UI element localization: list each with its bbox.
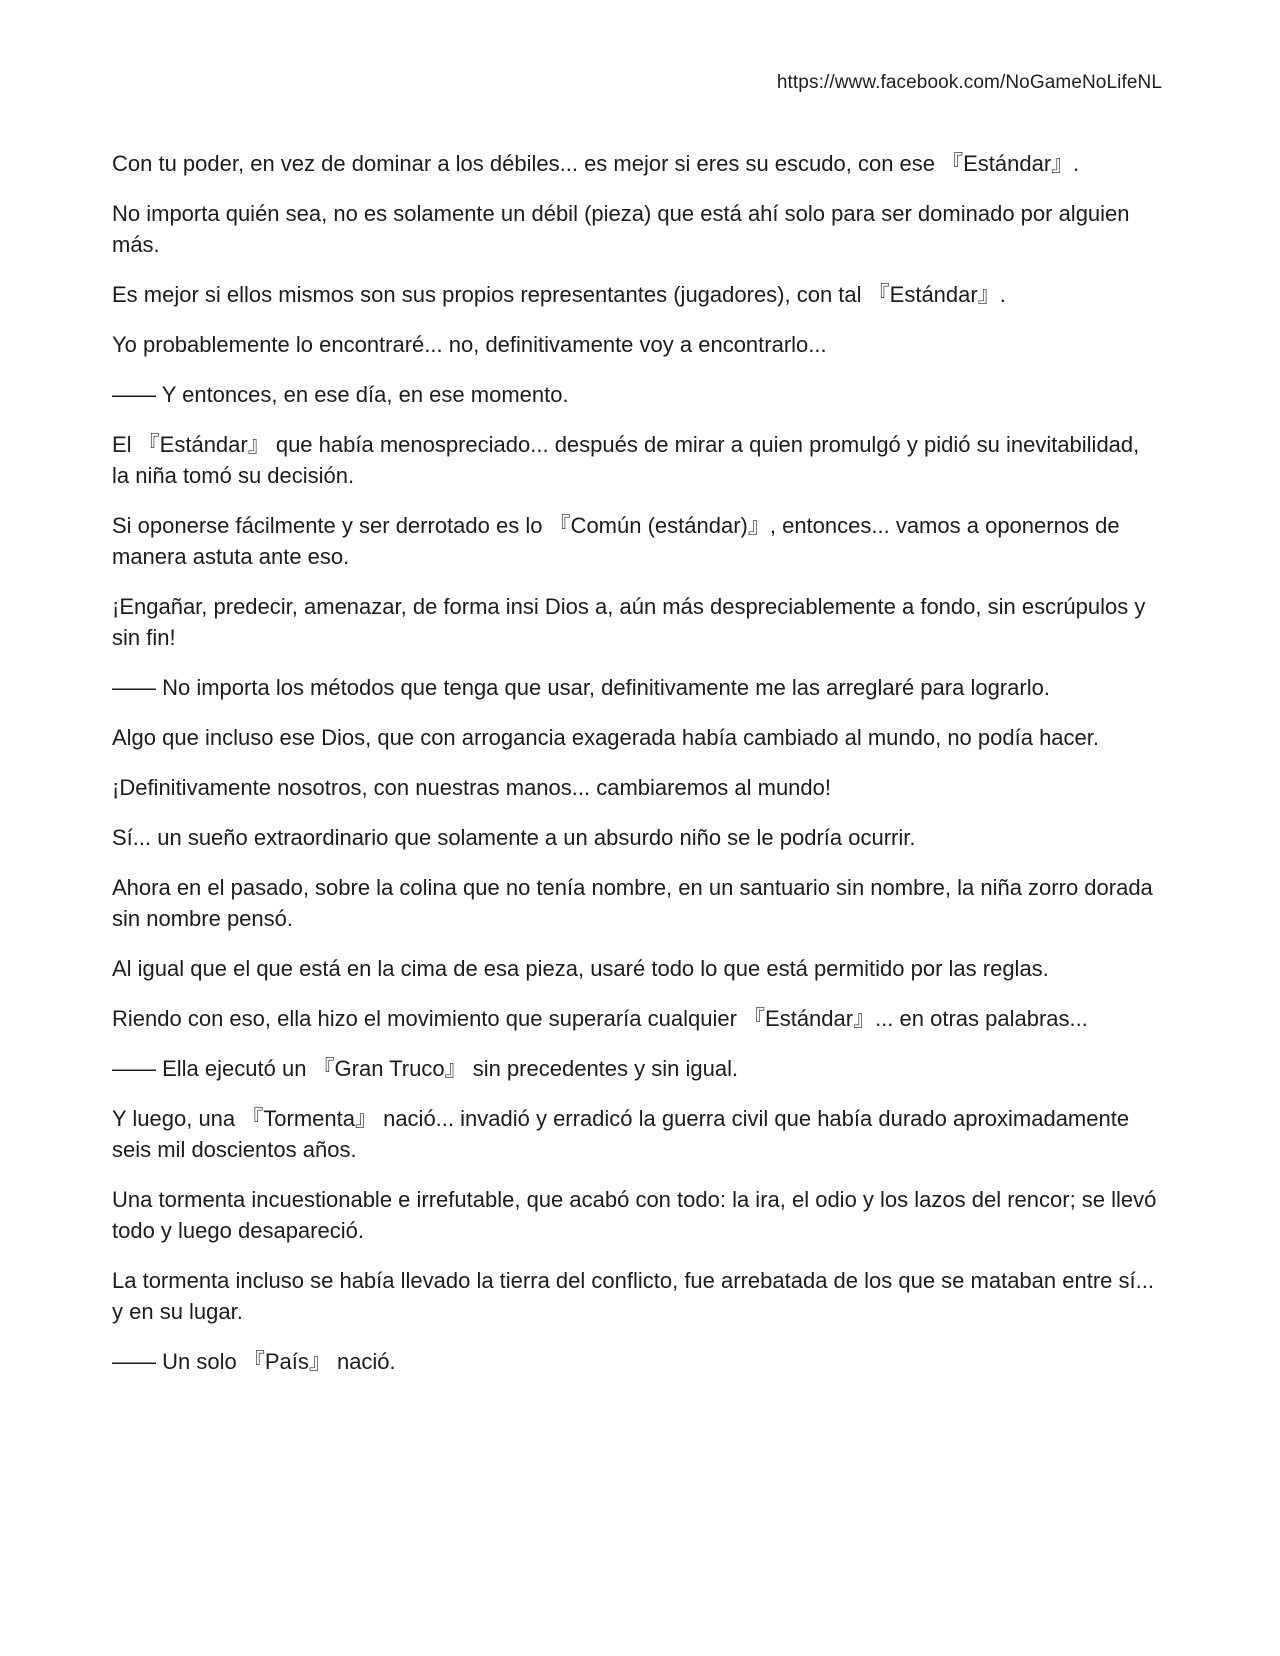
header-url[interactable]: https://www.facebook.com/NoGameNoLifeNL <box>776 72 1162 93</box>
body-text <box>112 148 1162 1396</box>
paragraph: —— Ella ejecutó un 『Gran Truco』 sin precedentes y sin igual. <box>112 1056 739 1081</box>
paragraph: El 『Estándar』 que había menospreciado... después de mirar a quien promulgó y pidió su inevitabilidad, la niña tomó su decisión. <box>112 432 1140 488</box>
paragraph: —— No importa los métodos que tenga que usar, definitivamente me las arreglaré para lograrlo. <box>112 675 1050 700</box>
paragraph: Sí... un sueño extraordinario que solamente a un absurdo niño se le podría ocurrir. <box>112 825 916 850</box>
paragraph: No importa quién sea, no es solamente un débil (pieza) que está ahí solo para ser dominado por alguien más. <box>112 201 1130 257</box>
paragraph: —— Y entonces, en ese día, en ese momento. <box>112 382 569 407</box>
paragraph: La tormenta incluso se había llevado la tierra del conflicto, fue arrebatada de los que se mataban entre sí... y en su lugar. <box>112 1268 1154 1324</box>
paragraph: Si oponerse fácilmente y ser derrotado es lo 『Común (estándar)』, entonces... vamos a oponernos de manera astuta ante eso. <box>112 513 1120 569</box>
paragraph: ¡Engañar, predecir, amenazar, de forma insi Dios a, aún más despreciablemente a fondo, sin escrúpulos y sin fin! <box>112 594 1146 650</box>
paragraph: —— Un solo 『País』 nació. <box>112 1349 396 1374</box>
paragraph: Y luego, una 『Tormenta』 nació... invadió y erradicó la guerra civil que había durado aproximadamente seis mil doscientos años. <box>112 1106 1130 1162</box>
paragraph: Yo probablemente lo encontraré... no, definitivamente voy a encontrarlo... <box>112 332 827 357</box>
paragraph: Al igual que el que está en la cima de esa pieza, usaré todo lo que está permitido por las reglas. <box>112 956 1049 981</box>
paragraph: Riendo con eso, ella hizo el movimiento que superaría cualquier 『Estándar』... en otras palabras... <box>112 1006 1088 1031</box>
paragraph: Ahora en el pasado, sobre la colina que no tenía nombre, en un santuario sin nombre, la niña zorro dorada sin nombre pensó. <box>112 875 1153 931</box>
paragraph: Algo que incluso ese Dios, que con arrogancia exagerada había cambiado al mundo, no podía hacer. <box>112 725 1100 750</box>
paragraph: Una tormenta incuestionable e irrefutable, que acabó con todo: la ira, el odio y los lazos del rencor; se llevó todo y luego desapareció. <box>112 1187 1157 1243</box>
paragraph: ¡Definitivamente nosotros, con nuestras manos... cambiaremos al mundo! <box>112 775 831 800</box>
paragraph: Es mejor si ellos mismos son sus propios representantes (jugadores), con tal 『Estándar』. <box>112 282 1006 307</box>
paragraph: Con tu poder, en vez de dominar a los débiles... es mejor si eres su escudo, con ese 『Estándar』. <box>112 151 1080 176</box>
